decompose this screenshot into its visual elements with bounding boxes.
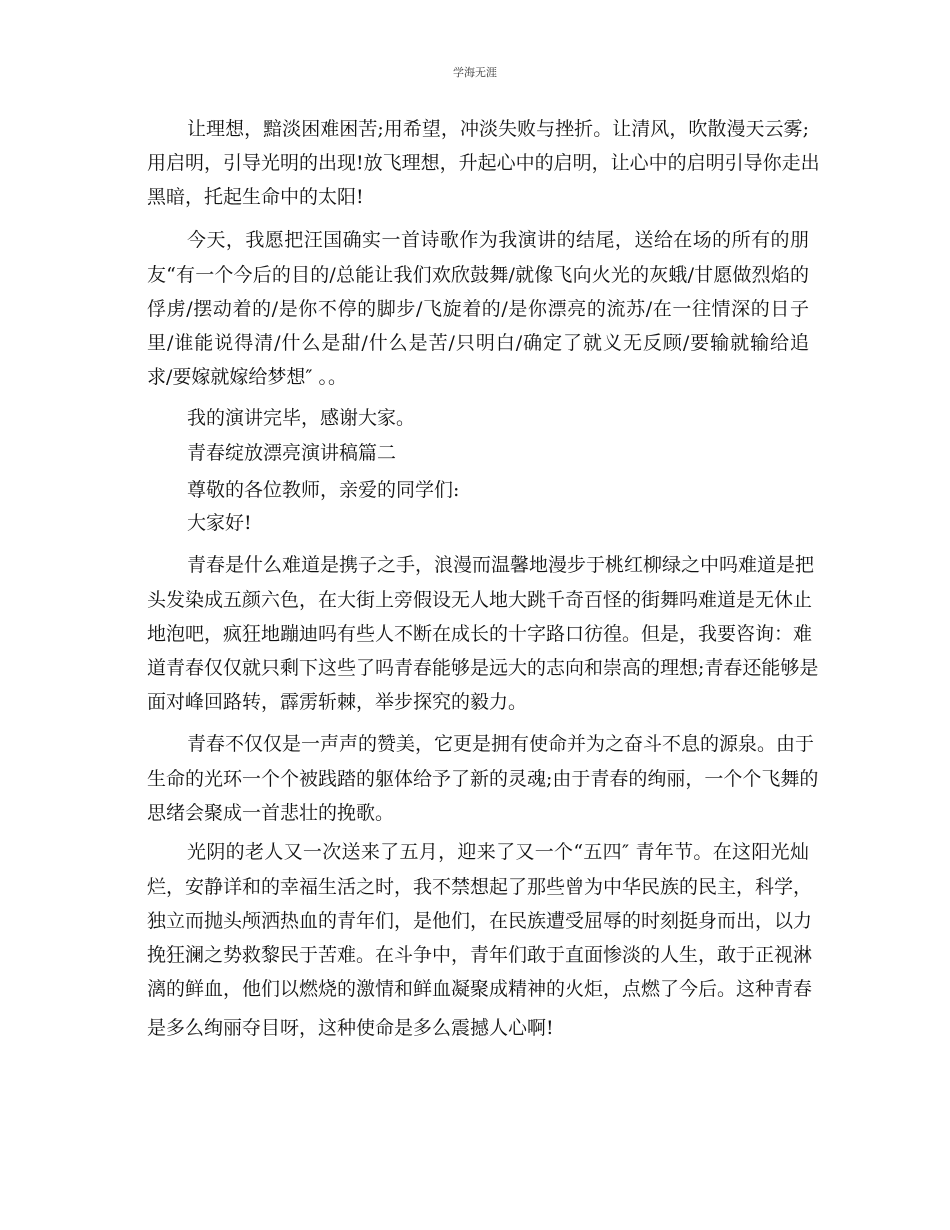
text-line: 青春是什么难道是携子之手，浪漫而温馨地漫步于桃红柳绿之中吗难道是把: [187, 554, 815, 576]
text-line: 光阴的老人又一次送来了五月，迎来了又一个“五四″ 青年节。在这阳光灿: [187, 841, 809, 863]
text-line: 是多么绚丽夺目呀，这种使命是多么震撼人心啊!: [147, 1017, 554, 1039]
text-line: 我的演讲完毕，感谢大家。: [187, 407, 416, 429]
text-line: 生命的光环一个个被践踏的躯体给予了新的灵魂;由于青春的绚丽，一个个飞舞的: [147, 768, 819, 790]
text-line: 头发染成五颜六色，在大街上旁假设无人地大跳千奇百怪的街舞吗难道是无休止: [147, 589, 813, 611]
page-header: 学海无涯: [453, 66, 497, 79]
text-line: 尊敬的各位教师，亲爱的同学们:: [187, 479, 460, 501]
text-line: 今天，我愿把汪国确实一首诗歌作为我演讲的结尾，送给在场的所有的朋: [187, 229, 809, 251]
text-line: 黑暗，托起生命中的太阳!: [147, 186, 364, 208]
text-line: 道青春仅仅就只剩下这些了吗青春能够是远大的志向和崇高的理想;青春还能够是: [147, 657, 819, 679]
text-line: 漓的鲜血，他们以燃烧的激情和鲜血凝聚成精神的火炬，点燃了今后。这种青春: [147, 978, 813, 1000]
text-line: 青春绽放漂亮演讲稿篇二: [187, 442, 397, 464]
text-line: 面对峰回路转，霹雳斩棘，举步探究的毅力。: [147, 691, 528, 713]
text-line: 思绪会聚成一首悲壮的挽歌。: [147, 802, 395, 824]
text-line: 求/要嫁就嫁给梦想″ 。。: [147, 366, 348, 388]
text-line: 友“有一个今后的目的/总能让我们欢欣鼓舞/就像飞向火光的灰蛾/甘愿做烈焰的: [147, 264, 809, 286]
text-line: 烂，安静详和的幸福生活之时，我不禁想起了那些曾为中华民族的民主，科学，: [147, 876, 813, 898]
text-line: 让理想，黯淡困难困苦;用希望，冲淡失败与挫折。让清风，吹散漫天云雾;: [187, 118, 809, 140]
text-line: 挽狂澜之势救黎民于苦难。在斗争中，青年们敢于直面惨淡的人生，敢于正视淋: [147, 944, 813, 966]
text-line: 俘虏/摆动着的/是你不停的脚步/飞旋着的/是你漂亮的流苏/在一往情深的日子: [147, 298, 809, 320]
text-line: 地泡吧，疯狂地蹦迪吗有些人不断在成长的十字路口彷徨。但是，我要咨询：难: [147, 623, 813, 645]
text-line: 用启明，引导光明的出现!放飞理想，升起心中的启明，让心中的启明引导你走出: [147, 152, 820, 174]
text-line: 大家好!: [187, 512, 252, 534]
text-line: 里/谁能说得清/什么是甜/什么是苦/只明白/确定了就义无反顾/要输就输给追: [147, 332, 809, 354]
text-line: 独立而抛头颅洒热血的青年们，是他们，在民族遭受屈辱的时刻挺身而出，以力: [147, 910, 813, 932]
text-line: 青春不仅仅是一声声的赞美，它更是拥有使命并为之奋斗不息的源泉。由于: [187, 733, 815, 755]
